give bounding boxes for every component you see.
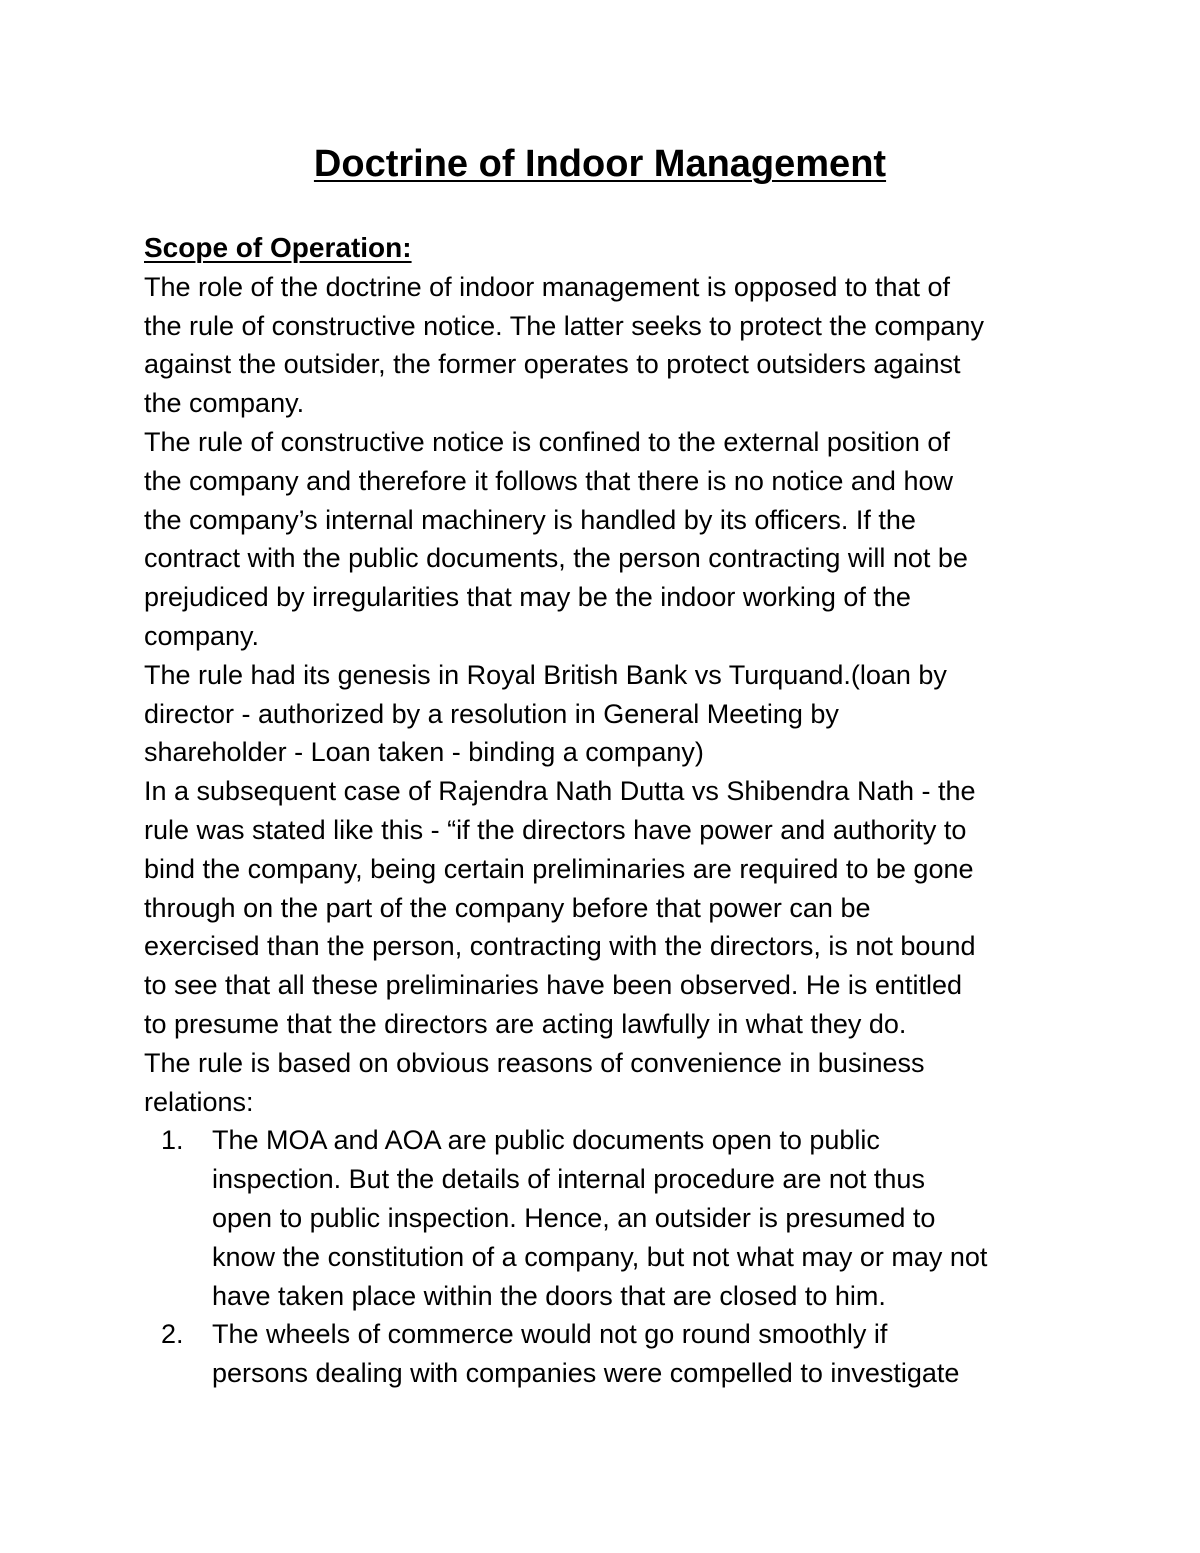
text-line: The role of the doctrine of indoor management is opposed to that of	[144, 271, 951, 302]
text-line: open to public inspection. Hence, an outsider is presumed to	[212, 1202, 936, 1233]
document-body	[144, 229, 1084, 1393]
list-item	[144, 1315, 1084, 1393]
list-number: 2.	[161, 1319, 184, 1350]
document-title: Doctrine of Indoor Management	[313, 143, 887, 185]
text-line: The wheels of commerce would not go round smoothly if	[212, 1319, 888, 1350]
text-line: shareholder - Loan taken - binding a company)	[144, 737, 704, 768]
paragraph-convenience	[144, 1044, 1084, 1122]
text-line: the company.	[144, 388, 305, 419]
text-line: rule was stated like this - “if the directors have power and authority to	[144, 814, 967, 845]
paragraph-genesis	[144, 656, 1084, 772]
text-line: relations:	[144, 1086, 254, 1117]
text-line: company.	[144, 620, 260, 651]
text-line: have taken place within the doors that are closed to him.	[212, 1280, 886, 1311]
text-line: director - authorized by a resolution in General Meeting by	[144, 698, 839, 729]
text-line: bind the company, being certain preliminaries are required to be gone	[144, 853, 974, 884]
text-line: inspection. But the details of internal procedure are not thus	[212, 1164, 925, 1195]
text-line: exercised than the person, contracting with the directors, is not bound	[144, 931, 976, 962]
text-line: the company’s internal machinery is handled by its officers. If the	[144, 504, 916, 535]
text-line: through on the part of the company before that power can be	[144, 892, 871, 923]
text-line: to presume that the directors are acting lawfully in what they do.	[144, 1008, 907, 1039]
text-line: against the outsider, the former operates to protect outsiders against	[144, 349, 961, 380]
list-item	[144, 1121, 1084, 1315]
text-line: The rule of constructive notice is confined to the external position of	[144, 426, 950, 457]
text-line: The rule had its genesis in Royal British Bank vs Turquand.(loan by	[144, 659, 947, 690]
section-heading: Scope of Operation:	[144, 232, 412, 263]
text-line: prejudiced by irregularities that may be the indoor working of the	[144, 582, 911, 613]
text-line: the rule of constructive notice. The latter seeks to protect the company	[144, 310, 984, 341]
paragraph-constructive-notice	[144, 423, 1084, 656]
text-line: The rule is based on obvious reasons of convenience in business	[144, 1047, 925, 1078]
paragraph-role-of-doctrine	[144, 268, 1084, 423]
paragraph-subsequent-case	[144, 772, 1084, 1044]
numbered-list	[144, 1121, 1084, 1393]
text-line: know the constitution of a company, but not what may or may not	[212, 1241, 988, 1272]
list-number: 1.	[161, 1125, 184, 1156]
text-line: the company and therefore it follows that there is no notice and how	[144, 465, 953, 496]
text-line: The MOA and AOA are public documents open to public	[212, 1125, 880, 1156]
text-line: contract with the public documents, the person contracting will not be	[144, 543, 968, 574]
text-line: to see that all these preliminaries have been observed. He is entitled	[144, 970, 962, 1001]
text-line: persons dealing with companies were compelled to investigate	[212, 1358, 960, 1389]
text-line: In a subsequent case of Rajendra Nath Dutta vs Shibendra Nath - the	[144, 776, 976, 807]
